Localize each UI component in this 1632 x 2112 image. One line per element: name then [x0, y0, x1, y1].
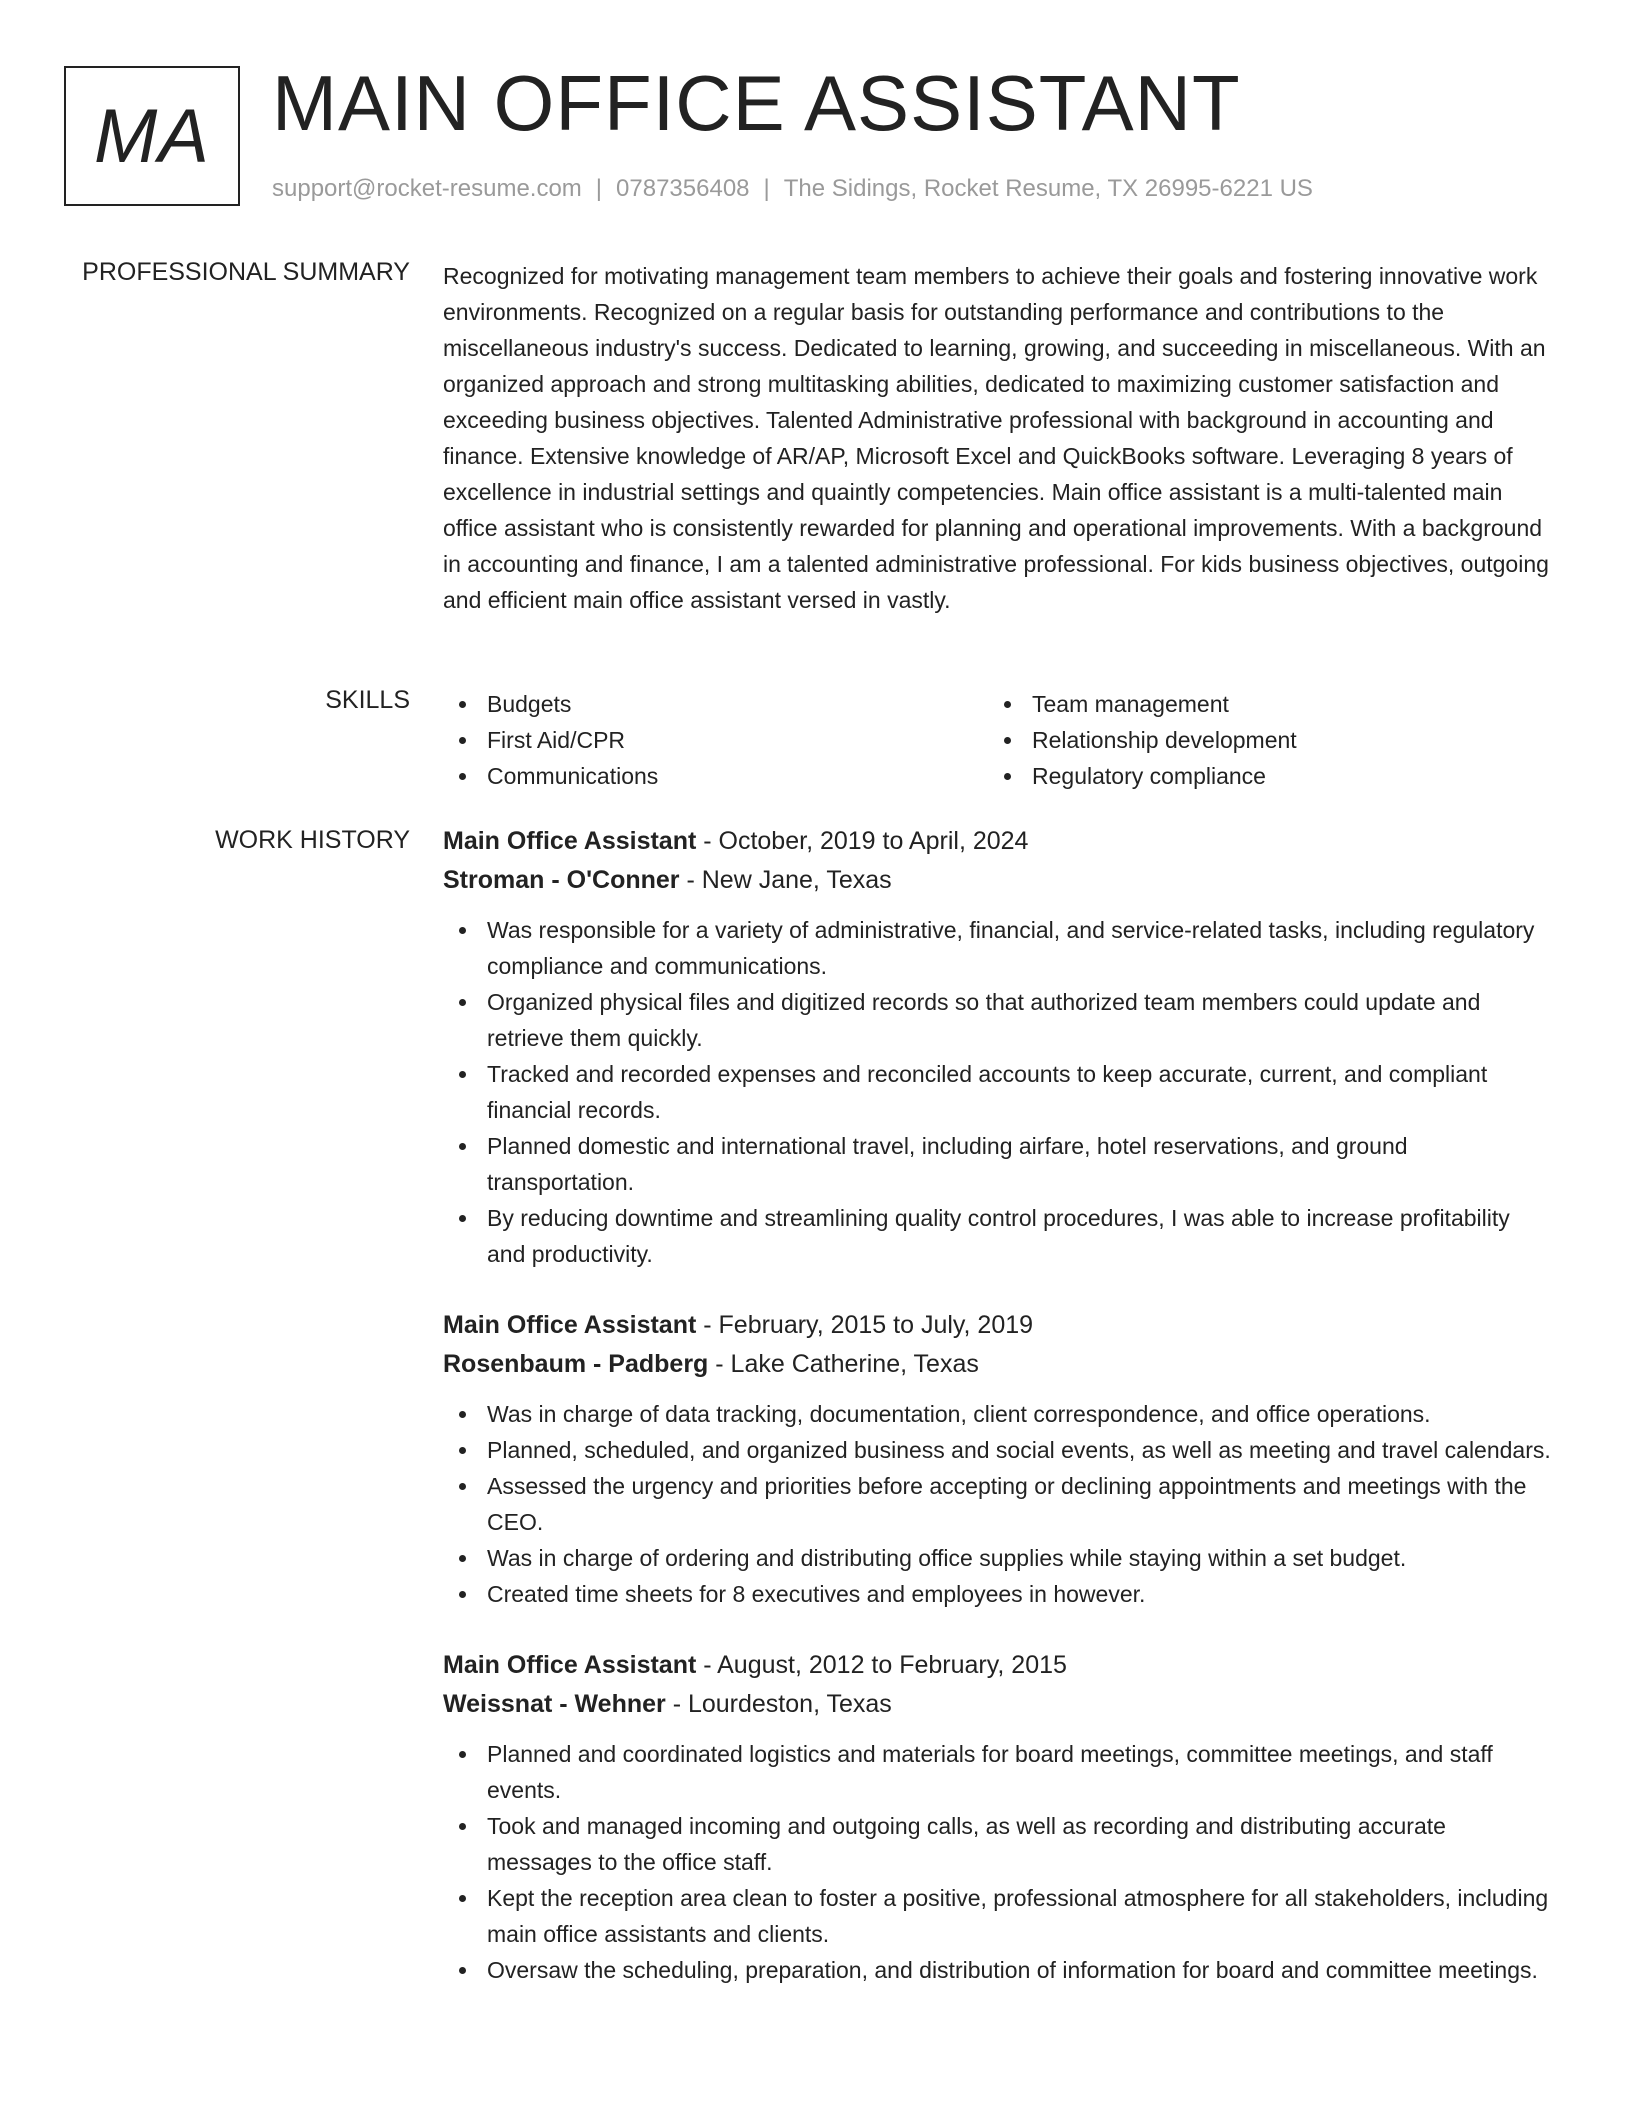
job-title-line	[443, 1306, 1553, 1345]
job-company-line	[443, 861, 1553, 900]
job-bullet: Planned and coordinated logistics and materials for board meetings, committee meetings, and staff events.	[487, 1736, 1553, 1808]
job-bullet: Organized physical files and digitized records so that authorized team members could update and retrieve them quickly.	[487, 984, 1553, 1056]
job-entry	[443, 822, 1553, 1272]
job-bullet: Kept the reception area clean to foster a positive, professional atmosphere for all stakeholders, including main office assistants and clients.	[487, 1880, 1553, 1952]
job-bullet: Tracked and recorded expenses and reconciled accounts to keep accurate, current, and compliant financial records.	[487, 1056, 1553, 1128]
job-bullet: Planned, scheduled, and organized business and social events, as well as meeting and travel calendars.	[487, 1432, 1553, 1468]
section-heading-skills: SKILLS	[325, 686, 410, 714]
job-title-line	[443, 822, 1553, 861]
section-heading-summary: PROFESSIONAL SUMMARY	[82, 258, 410, 286]
job-bullets	[443, 1736, 1553, 1988]
contact-address: The Sidings, Rocket Resume, TX 26995-6221 US	[783, 175, 1313, 202]
job-bullets	[443, 1396, 1553, 1612]
job-bullets	[443, 912, 1553, 1272]
job-title-line	[443, 1646, 1553, 1685]
contact-separator: |	[595, 175, 603, 202]
job-bullet: Created time sheets for 8 executives and employees in however.	[487, 1576, 1553, 1612]
job-bullet: Was in charge of data tracking, documentation, client correspondence, and office operations.	[487, 1396, 1553, 1432]
job-company-line	[443, 1685, 1553, 1724]
job-dates: - October, 2019 to April, 2024	[696, 827, 1029, 855]
job-bullet: Planned domestic and international travel, including airfare, hotel reservations, and ground transportation.	[487, 1128, 1553, 1200]
job-bullet: Assessed the urgency and priorities before accepting or declining appointments and meetings with the CEO.	[487, 1468, 1553, 1540]
skill-item: Communications	[487, 758, 988, 794]
job-company: Stroman - O'Conner	[443, 866, 680, 894]
section-heading-work-history: WORK HISTORY	[215, 826, 410, 854]
job-bullet: Was in charge of ordering and distributing office supplies while staying within a set budget.	[487, 1540, 1553, 1576]
job-title: Main Office Assistant	[443, 827, 697, 855]
skills-list-left	[443, 686, 988, 794]
contact-phone[interactable]: 0787356408	[616, 175, 750, 202]
monogram-logo: MA	[64, 66, 240, 206]
summary-text: Recognized for motivating management team members to achieve their goals and fostering innovative work environments. Recognized on a regular basis for outstanding performance and contributions to the miscellaneous industry's success. Dedicated to learning, growing, and succeeding in miscellaneous. With an organized approach and strong multitasking abilities, dedicated to maximizing customer satisfaction and exceeding business objectives. Talented Administrative professional with background in accounting and finance. Extensive knowledge of AR/AP, Microsoft Excel and QuickBooks software. Leveraging 8 years of excellence in industrial settings and quaintly competencies. Main office assistant is a multi-talented main office assistant who is consistently rewarded for planning and operational improvements. With a background in accounting and finance, I am a talented administrative professional. For kids business objectives, outgoing and efficient main office assistant versed in vastly.	[443, 263, 1549, 613]
job-location: - Lourdeston, Texas	[665, 1690, 892, 1718]
skill-item: Budgets	[487, 686, 988, 722]
job-entry	[443, 1646, 1553, 1988]
contact-email[interactable]: support@rocket-resume.com	[272, 175, 582, 202]
contact-line	[272, 175, 1313, 203]
job-bullet: Oversaw the scheduling, preparation, and distribution of information for board and committee meetings.	[487, 1952, 1553, 1988]
skills-list-right	[988, 686, 1533, 794]
job-location: - New Jane, Texas	[679, 866, 892, 894]
contact-separator: |	[763, 175, 770, 202]
job-dates: - August, 2012 to February, 2015	[696, 1651, 1067, 1679]
job-bullet: By reducing downtime and streamlining quality control procedures, I was able to increase profitability and productivity.	[487, 1200, 1553, 1272]
job-title: Main Office Assistant	[443, 1311, 697, 1339]
skill-item: Team management	[1032, 686, 1533, 722]
skill-item: Regulatory compliance	[1032, 758, 1533, 794]
job-dates: - February, 2015 to July, 2019	[696, 1311, 1034, 1339]
job-entry	[443, 1306, 1553, 1612]
skill-item: Relationship development	[1032, 722, 1533, 758]
job-title: Main Office Assistant	[443, 1651, 697, 1679]
job-bullet: Took and managed incoming and outgoing calls, as well as recording and distributing accurate messages to the office staff.	[487, 1808, 1553, 1880]
job-location: - Lake Catherine, Texas	[708, 1350, 979, 1378]
job-company: Rosenbaum - Padberg	[443, 1350, 709, 1378]
resume-title: MAIN OFFICE ASSISTANT	[272, 59, 1241, 147]
job-bullet: Was responsible for a variety of administrative, financial, and service-related tasks, including regulatory compliance and communications.	[487, 912, 1553, 984]
job-company-line	[443, 1345, 1553, 1384]
job-company: Weissnat - Wehner	[443, 1690, 666, 1718]
skill-item: First Aid/CPR	[487, 722, 988, 758]
